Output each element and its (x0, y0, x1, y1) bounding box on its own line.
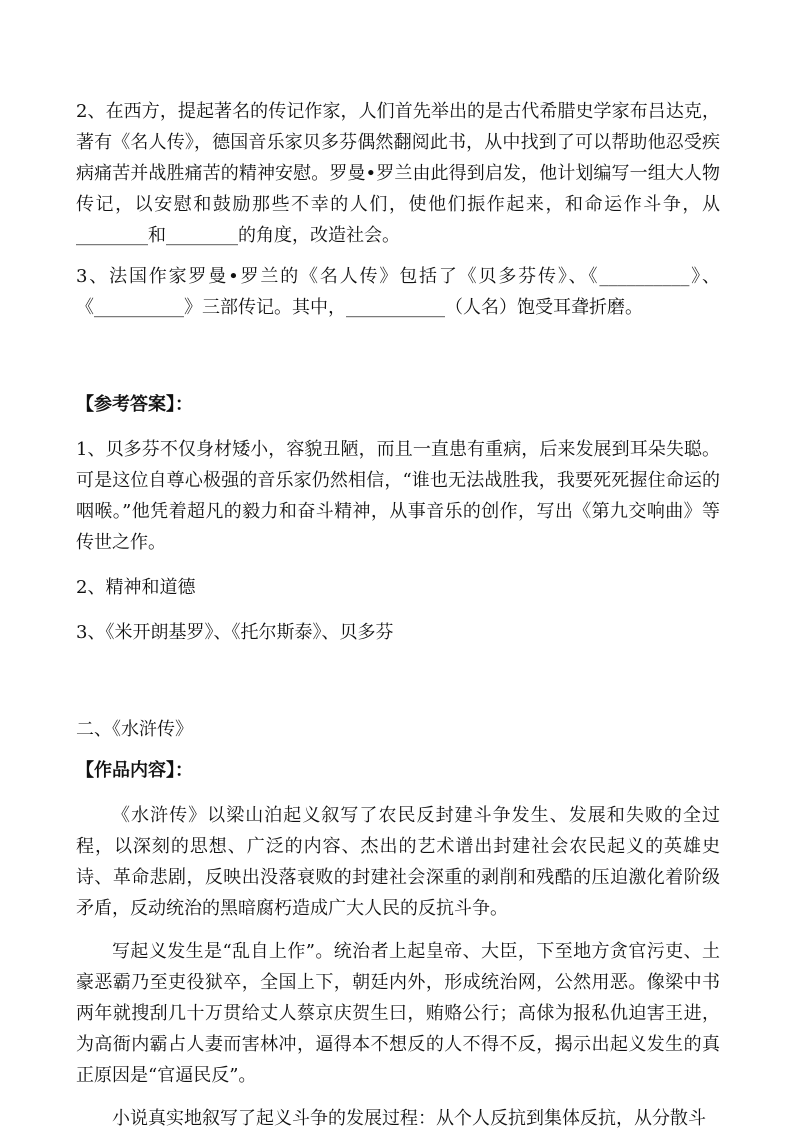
spacer (76, 662, 720, 714)
paragraph-3: 小说真实地叙写了起义斗争的发展过程：从个人反抗到集体反抗，从分散斗 (112, 1108, 706, 1129)
answer-1: 1、贝多芬不仅身材矮小，容貌丑陋，而且一直患有重病，后来发展到耳朵失聪。可是这位自尊心极强的音乐家仍然相信，“谁也无法战胜我，我要死死握住命运的咽喉。”他凭着超凡的毅力和奋斗精神，从事音乐的创作，写出《第九交响曲》等传世之作。 (76, 439, 720, 553)
document-content (76, 96, 720, 1146)
paragraph-1: 《水浒传》以梁山泊起义叙写了农民反封建斗争发生、发展和失败的全过程，以深刻的思想、广泛的内容、杰出的艺术谱出封建社会农民起义的英雄史诗、革命悲剧，反映出没落衰败的封建社会深重的剥削和残酷的压迫激化着阶级矛盾，反动统治的黑暗腐朽造成广大人民的反抗斗争。 (76, 805, 720, 919)
question-3: 3、法国作家罗曼•罗兰的《名人传》包括了《贝多芬传》、《__________》、《__________》三部传记。其中，___________（人名）饱受耳聋折磨。 (76, 266, 720, 318)
answer-3: 3、《米开朗基罗》、《托尔斯泰》、贝多芬 (76, 622, 394, 643)
paragraph-2: 写起义发生是“乱自上作”。统治者上起皇帝、大臣，下至地方贪官污吏、土豪恶霸乃至吏役狱卒，全国上下，朝廷内外，形成统治网，公然用恶。像梁中书两年就搜刮几十万贯给丈人蔡京庆贺生曰，贿赂公行；高俅为报私仇迫害王进，为高衙内霸占人妻而害林冲，逼得本不想反的人不得不反，揭示出起义发生的真正原因是“官逼民反”。 (76, 941, 720, 1086)
answers-heading: 【参考答案】： (76, 394, 193, 415)
answer-2: 2、精神和道德 (76, 577, 196, 598)
section-title: 二、《水浒传》 (76, 719, 193, 740)
spacer (76, 333, 720, 389)
question-2: 2、在西方，提起著名的传记作家，人们首先举出的是古代希腊史学家布吕达克，著有《名人传》，德国音乐家贝多芬偶然翻阅此书，从中找到了可以帮助他忍受疾病痛苦并战胜痛苦的精神安慰。罗曼•罗兰由此得到启发，他计划编写一组大人物传记，以安慰和鼓励那些不幸的人们，使他们振作起来，和命运作斗争，从________和________的角度，改造社会。 (76, 101, 720, 246)
content-heading: 【作品内容】： (76, 760, 193, 781)
